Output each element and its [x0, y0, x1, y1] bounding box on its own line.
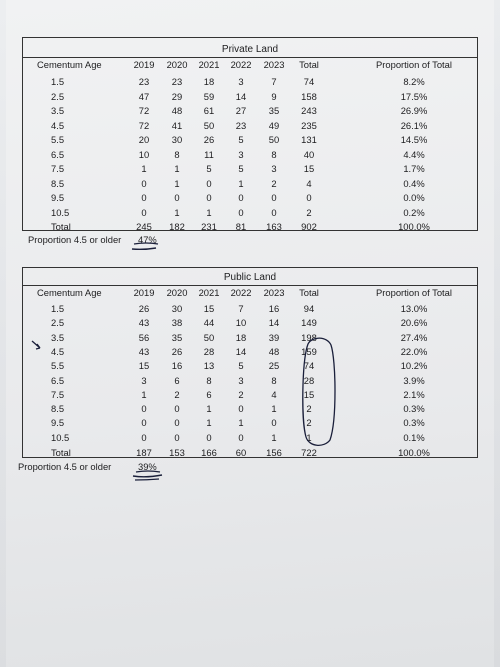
value-cell: 15	[138, 360, 150, 372]
value-cell: 1	[174, 206, 180, 218]
value-cell: 30	[171, 134, 183, 145]
row-label: Cementum Age	[37, 287, 102, 298]
value-cell: 0	[206, 431, 212, 443]
value-cell: 14	[235, 345, 247, 357]
value-cell: 50	[203, 331, 215, 343]
value-cell: 47	[138, 90, 150, 102]
value-cell: 158	[301, 90, 317, 102]
value-cell: 5	[238, 360, 244, 372]
value-cell: 1	[306, 431, 312, 443]
value-cell: 35	[171, 331, 183, 343]
value-cell: 2	[306, 417, 312, 429]
underline-mark	[132, 248, 156, 249]
proportion-cell: 0.3%	[403, 417, 425, 429]
value-cell: 8	[271, 374, 277, 386]
proportion-cell: 100.0%	[398, 221, 430, 232]
value-cell: 1	[174, 177, 180, 189]
value-cell: 25	[268, 360, 280, 372]
value-cell: 0	[141, 192, 147, 203]
proportion-cell: 0.3%	[403, 403, 425, 415]
proportion-cell: 2.1%	[403, 388, 425, 400]
value-cell: 23	[171, 76, 183, 87]
value-cell: 235	[301, 119, 317, 131]
value-cell: 0	[141, 403, 147, 415]
value-cell: Total	[299, 59, 319, 70]
value-cell: 6	[206, 388, 212, 400]
value-cell: 16	[171, 360, 183, 372]
row-label: 1.5	[51, 303, 65, 314]
value-cell: 14	[235, 90, 247, 102]
value-cell: 2020	[166, 59, 188, 70]
row-label: Total	[51, 221, 71, 232]
value-cell: 159	[301, 345, 317, 357]
value-cell: 11	[204, 148, 214, 160]
proportion-cell: 0.1%	[403, 431, 425, 443]
circled-column-mark	[303, 338, 335, 445]
value-cell: 2019	[133, 59, 155, 70]
proportion-cell: 17.5%	[400, 90, 428, 102]
value-cell: 182	[169, 221, 185, 232]
value-cell: 187	[136, 447, 152, 458]
value-cell: 1	[141, 163, 147, 174]
underline-mark	[135, 479, 159, 480]
value-cell: 153	[169, 447, 185, 458]
private-footer-label: Proportion 4.5 or older	[28, 234, 122, 245]
value-cell: 74	[303, 360, 315, 372]
row-label: 7.5	[51, 163, 65, 174]
value-cell: 8	[174, 148, 180, 160]
value-cell: 2021	[198, 59, 220, 70]
value-cell: 0	[238, 206, 244, 218]
value-cell: 39	[268, 331, 280, 343]
value-cell: 3	[238, 374, 244, 386]
value-cell: 2020	[166, 287, 188, 298]
proportion-cell: 0.0%	[403, 192, 425, 203]
value-cell: 72	[138, 105, 150, 116]
value-cell: 10	[235, 317, 247, 329]
value-cell: 15	[303, 163, 315, 174]
value-cell: 149	[301, 317, 317, 329]
value-cell: 43	[138, 345, 150, 357]
row-label: 3.5	[51, 105, 65, 116]
value-cell: 0	[238, 403, 244, 415]
row-label: 2.5	[51, 317, 65, 329]
value-cell: 3	[238, 76, 244, 87]
row-label: 1.5	[51, 76, 65, 87]
value-cell: 38	[171, 317, 183, 329]
proportion-cell: 27.4%	[400, 331, 428, 343]
value-cell: 156	[266, 447, 282, 458]
row-label: 4.5	[51, 345, 65, 357]
value-cell: 3	[141, 374, 147, 386]
proportion-cell: 22.0%	[400, 345, 428, 357]
value-cell: 16	[268, 303, 280, 314]
value-cell: 40	[303, 148, 315, 160]
value-cell: 5	[238, 134, 244, 145]
value-cell: 1	[206, 206, 212, 218]
value-cell: 0	[141, 177, 147, 189]
value-cell: 163	[266, 221, 282, 232]
value-cell: 2023	[263, 59, 285, 70]
proportion-cell: 26.1%	[400, 119, 428, 131]
value-cell: 28	[203, 345, 215, 357]
value-cell: 61	[203, 105, 215, 116]
value-cell: 81	[235, 221, 247, 232]
value-cell: 2023	[263, 287, 285, 298]
value-cell: 5	[238, 163, 244, 174]
value-cell: 74	[303, 76, 315, 87]
value-cell: 0	[141, 417, 147, 429]
proportion-cell: 4.4%	[403, 148, 425, 160]
value-cell: 7	[271, 76, 277, 87]
value-cell: 50	[268, 134, 280, 145]
value-cell: 43	[138, 317, 150, 329]
value-cell: 2	[306, 206, 312, 218]
row-label: Total	[51, 447, 71, 458]
arrow-mark-icon	[32, 341, 40, 349]
value-cell: 8	[206, 374, 212, 386]
value-cell: 1	[238, 417, 244, 429]
proportion-cell: 1.7%	[403, 163, 425, 174]
value-cell: 7	[238, 303, 244, 314]
value-cell: 2019	[133, 287, 155, 298]
proportion-cell: 26.9%	[400, 105, 428, 116]
value-cell: 0	[141, 206, 147, 218]
public-footer-value: 39%	[138, 461, 157, 472]
value-cell: 6	[174, 374, 180, 386]
value-cell: 72	[138, 119, 150, 131]
row-label: 6.5	[51, 374, 65, 386]
value-cell: 44	[203, 317, 215, 329]
value-cell: 0	[174, 431, 180, 443]
value-cell: 3	[271, 163, 277, 174]
row-label: 9.5	[51, 192, 65, 203]
value-cell: 2	[271, 177, 277, 189]
value-cell: 0	[174, 192, 180, 203]
paper-sheet	[6, 0, 494, 667]
value-cell: 131	[301, 134, 317, 145]
value-cell: 4	[271, 388, 277, 400]
row-label: 9.5	[51, 417, 65, 429]
value-cell: 2	[174, 388, 180, 400]
value-cell: 0	[271, 192, 277, 203]
value-cell: 231	[201, 221, 217, 232]
row-label: 4.5	[51, 119, 65, 131]
row-label: 10.5	[51, 206, 70, 218]
row-label: 10.5	[51, 431, 70, 443]
value-cell: 94	[303, 303, 315, 314]
row-label: 5.5	[51, 134, 65, 145]
pen-annotations	[6, 0, 494, 667]
proportion-cell: 10.2%	[400, 360, 428, 372]
public-footer-label: Proportion 4.5 or older	[18, 461, 112, 472]
value-cell: 722	[301, 447, 317, 458]
value-cell: 2022	[230, 287, 252, 298]
value-cell: 0	[238, 431, 244, 443]
value-cell: 166	[201, 447, 217, 458]
row-label: 2.5	[51, 90, 65, 102]
proportion-cell: 14.5%	[400, 134, 428, 145]
private-footer-value: 47%	[138, 234, 157, 245]
value-cell: 49	[268, 119, 280, 131]
value-cell: 41	[171, 119, 183, 131]
value-cell: 35	[268, 105, 280, 116]
value-cell: 4	[306, 177, 312, 189]
value-cell: 1	[174, 163, 180, 174]
value-cell: 0	[141, 431, 147, 443]
value-cell: 245	[136, 221, 152, 232]
value-cell: 0	[306, 192, 312, 203]
row-label: 8.5	[51, 403, 65, 415]
value-cell: 48	[268, 345, 280, 357]
value-cell: 5	[206, 163, 212, 174]
proportion-cell: Proportion of Total	[376, 287, 452, 298]
value-cell: 1	[271, 431, 277, 443]
value-cell: 2	[238, 388, 244, 400]
value-cell: 26	[171, 345, 183, 357]
value-cell: 0	[206, 192, 212, 203]
value-cell: 18	[203, 76, 215, 87]
row-label: Cementum Age	[37, 59, 102, 70]
value-cell: 2	[306, 403, 312, 415]
value-cell: 1	[141, 388, 147, 400]
value-cell: 29	[171, 90, 183, 102]
value-cell: 0	[271, 206, 277, 218]
value-cell: 27	[235, 105, 247, 116]
underline-mark	[134, 243, 158, 244]
value-cell: 0	[174, 417, 180, 429]
value-cell: 0	[206, 177, 212, 189]
value-cell: 10	[138, 148, 150, 160]
value-cell: 3	[238, 148, 244, 160]
value-cell: 1	[238, 177, 244, 189]
proportion-cell: 8.2%	[403, 76, 425, 87]
value-cell: 1	[206, 403, 212, 415]
value-cell: 1	[206, 417, 212, 429]
value-cell: 30	[171, 303, 183, 314]
proportion-cell: 0.2%	[403, 206, 425, 218]
table-title: Public Land	[223, 272, 277, 283]
value-cell: 48	[171, 105, 183, 116]
value-cell: 60	[235, 447, 247, 458]
value-cell: 28	[303, 374, 315, 386]
table-title: Private Land	[221, 44, 279, 55]
value-cell: 20	[138, 134, 150, 145]
value-cell: 15	[303, 388, 315, 400]
proportion-cell: 0.4%	[403, 177, 425, 189]
underline-mark	[136, 471, 160, 472]
value-cell: 198	[301, 331, 317, 343]
value-cell: 0	[238, 192, 244, 203]
value-cell: 59	[203, 90, 215, 102]
value-cell: 13	[203, 360, 215, 372]
value-cell: 2021	[198, 287, 220, 298]
value-cell: 23	[138, 76, 150, 87]
value-cell: 0	[271, 417, 277, 429]
value-cell: 15	[203, 303, 215, 314]
proportion-cell: Proportion of Total	[376, 59, 452, 70]
underline-mark	[133, 475, 162, 477]
proportion-cell: 100.0%	[398, 447, 430, 458]
value-cell: 2022	[230, 59, 252, 70]
row-label: 8.5	[51, 177, 65, 189]
row-label: 7.5	[51, 388, 65, 400]
row-label: 5.5	[51, 360, 65, 372]
value-cell: 50	[203, 119, 215, 131]
value-cell: 243	[301, 105, 317, 116]
proportion-cell: 3.9%	[403, 374, 425, 386]
row-label: 3.5	[51, 331, 65, 343]
value-cell: 56	[138, 331, 150, 343]
value-cell: 1	[271, 403, 277, 415]
value-cell: 0	[174, 403, 180, 415]
proportion-cell: 20.6%	[400, 317, 428, 329]
value-cell: 18	[235, 331, 247, 343]
proportion-cell: 13.0%	[400, 303, 428, 314]
value-cell: 23	[235, 119, 247, 131]
value-cell: 9	[271, 90, 277, 102]
value-cell: 902	[301, 221, 317, 232]
value-cell: 26	[138, 303, 150, 314]
value-cell: 26	[203, 134, 215, 145]
value-cell: Total	[299, 287, 319, 298]
value-cell: 14	[268, 317, 280, 329]
row-label: 6.5	[51, 148, 65, 160]
value-cell: 8	[271, 148, 277, 160]
